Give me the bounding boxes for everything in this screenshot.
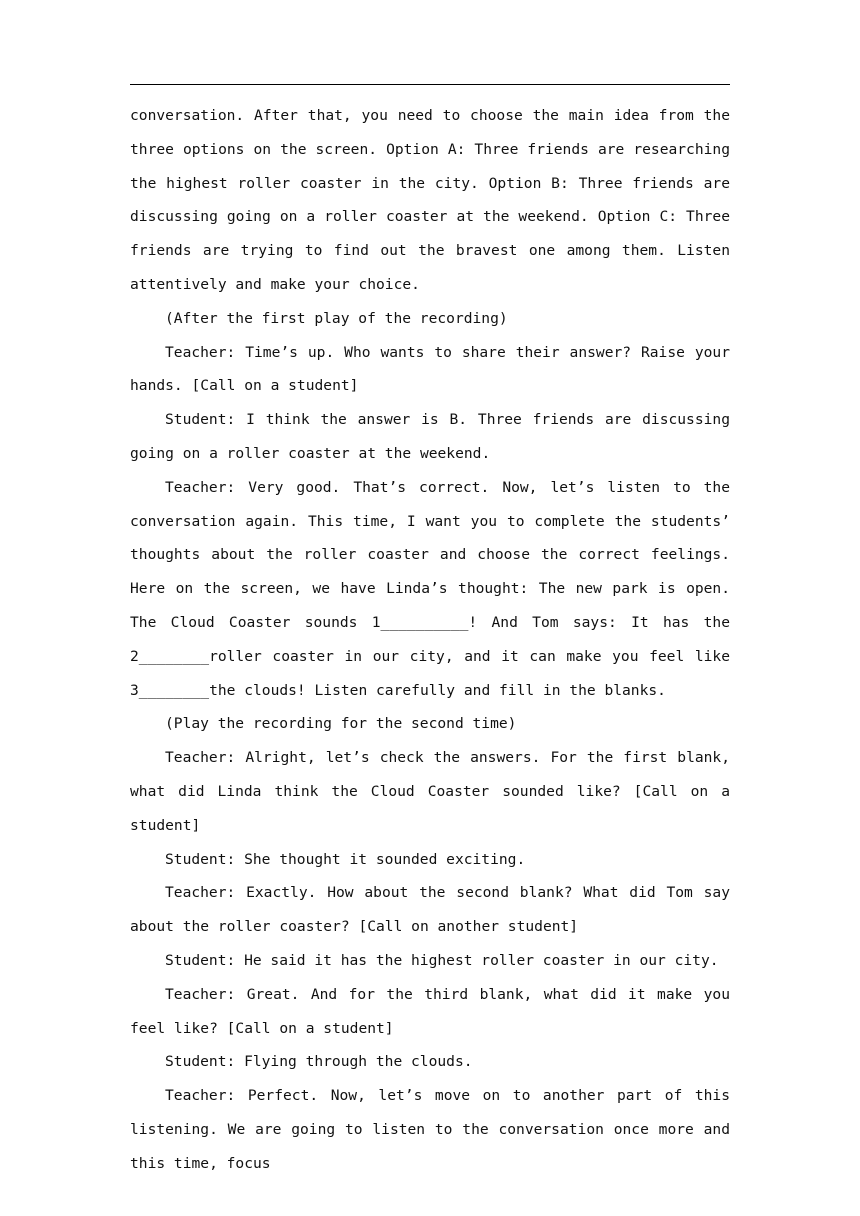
paragraph-stage-direction: (After the first play of the recording) bbox=[165, 309, 508, 327]
paragraph-teacher: Teacher: Exactly. How about the second blank? What did Tom say about the roller coaster? [Call on another student] bbox=[130, 884, 730, 936]
paragraph-student: Student: He said it has the highest roller coaster in our city. bbox=[165, 951, 719, 969]
paragraph-teacher: Teacher: Alright, let’s check the answers. For the first blank, what did Linda think the Cloud Coaster sounded like? [Call on a student] bbox=[130, 749, 730, 834]
paragraph-stage-direction: (Play the recording for the second time) bbox=[165, 715, 517, 733]
paragraph-intro-instructions: conversation. After that, you need to choose the main idea from the three options on the screen. Option A: Three friends are researching the highest roller coaster in the city. Option B: Three friends are discussing going on a roller coaster at the weekend. Option C: Three friends are trying to find out the bravest one among them. Listen attentively and make your choice. bbox=[130, 107, 730, 293]
paragraph-teacher: Teacher: Time’s up. Who wants to share their answer? Raise your hands. [Call on a student] bbox=[130, 343, 730, 395]
paragraph-student: Student: I think the answer is B. Three friends are discussing going on a roller coaster at the weekend. bbox=[130, 411, 730, 462]
paragraph-student: Student: She thought it sounded exciting. bbox=[165, 850, 526, 868]
paragraph-teacher: Teacher: Great. And for the third blank, what did it make you feel like? [Call on a student] bbox=[130, 985, 730, 1037]
paragraph-teacher: Teacher: Very good. That’s correct. Now, let’s listen to the conversation again. This time, I want you to complete the students’ thoughts about the roller coaster and choose the correct feelings. Here on the screen, we have Linda’s thought: The new park is open. The Cloud Coaster sounds 1__________! And Tom says: It has the 2________roller coaster in our city, and it can make you feel like 3________the clouds! Listen carefully and fill in the blanks. bbox=[130, 478, 730, 699]
document-body bbox=[130, 99, 730, 1181]
paragraph-student: Student: Flying through the clouds. bbox=[165, 1053, 473, 1071]
header-rule bbox=[130, 84, 730, 85]
paragraph-teacher: Teacher: Perfect. Now, let’s move on to another part of this listening. We are going to listen to the conversation once more and this time, focus bbox=[130, 1087, 730, 1172]
